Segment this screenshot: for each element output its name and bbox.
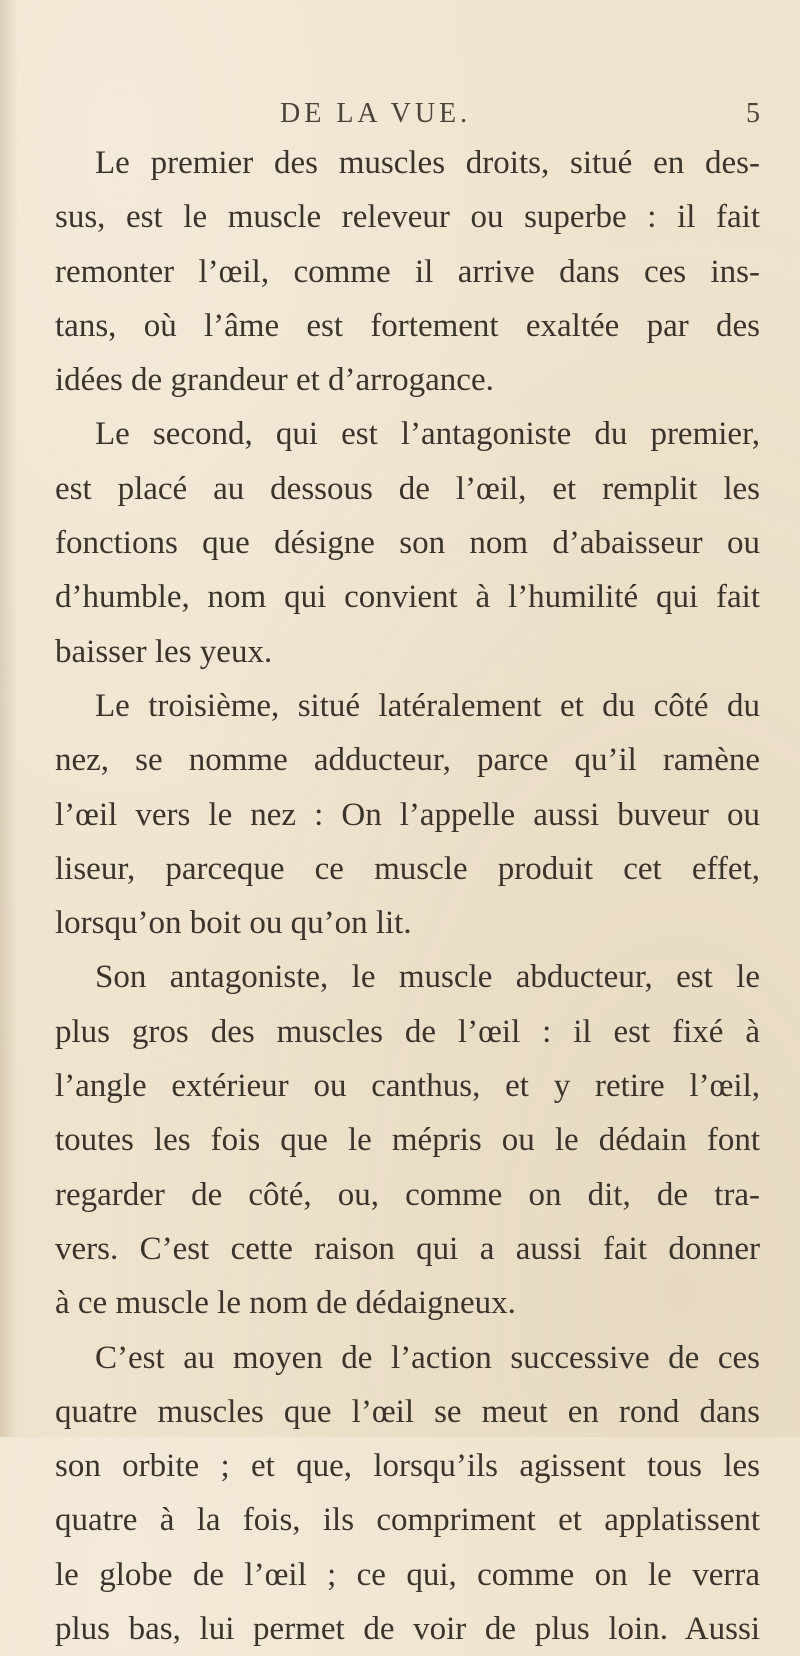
text-line: à ce muscle le nom de dédaigneux. xyxy=(55,1285,516,1322)
text-line: lorsqu’on boit ou qu’on lit. xyxy=(55,905,412,942)
text-line: l’angle extérieur ou canthus, et y retire l’œil, xyxy=(55,1068,760,1105)
text-line: toutes les fois que le mépris ou le dédain font xyxy=(55,1122,760,1159)
text-line: d’humble, nom qui convient à l’humilité qui fait xyxy=(55,579,760,616)
text-line: regarder de côté, ou, comme on dit, de tra- xyxy=(55,1176,760,1213)
text-line: quatre à la fois, ils compriment et applatissent xyxy=(55,1502,760,1539)
text-line: C’est au moyen de l’action successive de ces xyxy=(95,1339,760,1376)
text-line: son orbite ; et que, lorsqu’ils agissent tous les xyxy=(55,1448,760,1485)
text-line: baisser les yeux. xyxy=(55,633,273,670)
text-line: le globe de l’œil ; ce qui, comme on le verra xyxy=(55,1556,760,1593)
text-line: Le second, qui est l’antagoniste du premier, xyxy=(95,416,760,453)
text-line: plus bas, lui permet de voir de plus loin. Aussi xyxy=(55,1611,760,1648)
text-line: sus, est le muscle releveur ou superbe : il fait xyxy=(55,199,760,236)
text-line: idées de grandeur et d’arrogance. xyxy=(55,362,494,399)
text-line: est placé au dessous de l’œil, et remplit les xyxy=(55,470,760,507)
body-text xyxy=(55,136,760,1656)
text-line: l’œil vers le nez : On l’appelle aussi buveur ou xyxy=(55,796,760,833)
text-line: Le troisième, situé latéralement et du côté du xyxy=(95,687,760,724)
text-line: quatre muscles que l’œil se meut en rond dans xyxy=(55,1393,760,1430)
text-line: plus gros des muscles de l’œil : il est fixé à xyxy=(55,1013,760,1050)
page-edge-shading xyxy=(0,0,18,1437)
text-line: remonter l’œil, comme il arrive dans ces ins- xyxy=(55,253,760,290)
page-number: 5 xyxy=(746,98,760,129)
text-line: nez, se nomme adducteur, parce qu’il ramène xyxy=(55,742,760,779)
running-title: DE LA VUE. xyxy=(280,98,472,129)
text-line: liseur, parceque ce muscle produit cet effet, xyxy=(55,850,760,887)
text-line: vers. C’est cette raison qui a aussi fait donner xyxy=(55,1230,760,1267)
text-line: fonctions que désigne son nom d’abaisseur ou xyxy=(55,525,760,562)
text-line: Le premier des muscles droits, situé en des- xyxy=(95,145,760,181)
text-line: Son antagoniste, le muscle abducteur, est le xyxy=(95,959,760,996)
text-line: tans, où l’âme est fortement exaltée par des xyxy=(55,307,760,344)
running-head xyxy=(60,98,760,138)
